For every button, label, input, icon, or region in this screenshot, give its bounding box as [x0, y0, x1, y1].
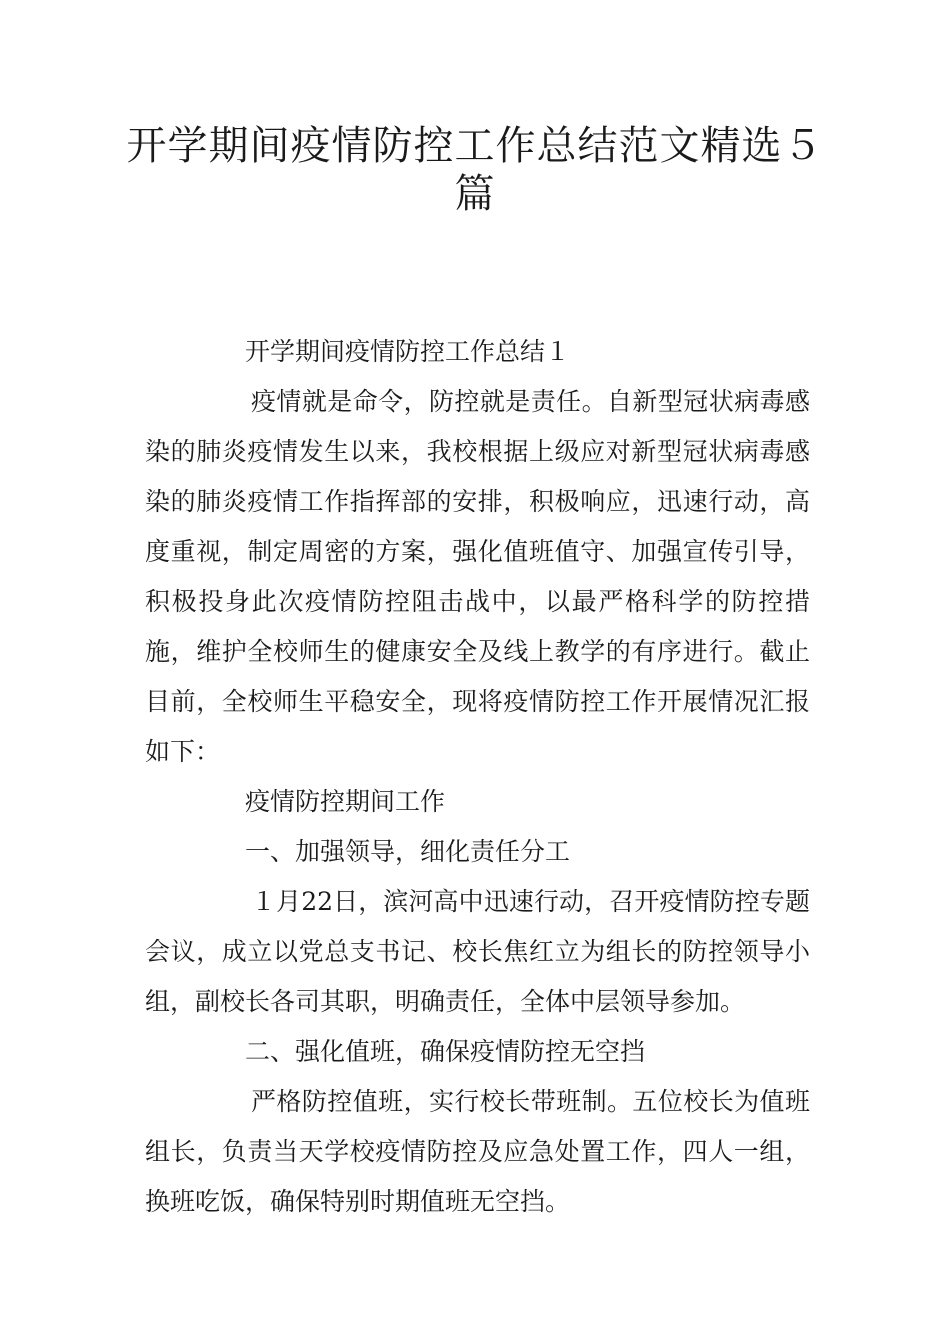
document-title: 开学期间疫情防控工作总结范文精选５篇 — [126, 123, 824, 217]
item-heading: 二、强化值班，确保疫情防控无空挡 — [245, 1037, 646, 1066]
document-body — [145, 327, 810, 1227]
subheading: 疫情防控期间工作 — [245, 787, 446, 816]
item-paragraph: 严格防控值班，实行校长带班制。五位校长为值班组长，负责当天学校疫情防控及应急处置工作，四人一组，换班吃饭，确保特别时期值班无空挡。 — [145, 1087, 810, 1216]
item-paragraph: １月22日，滨河高中迅速行动，召开疫情防控专题会议，成立以党总支书记、校长焦红立为组长的防控领导小组，副校长各司其职，明确责任，全体中层领导参加。 — [145, 887, 810, 1016]
item-heading: 一、加强领导，细化责任分工 — [245, 837, 571, 866]
intro-paragraph: 疫情就是命令，防控就是责任。自新型冠状病毒感染的肺炎疫情发生以来，我校根据上级应对新型冠状病毒感染的肺炎疫情工作指挥部的安排，积极响应，迅速行动，高度重视，制定周密的方案，强化值班值守、加强宣传引导，积极投身此次疫情防控阻击战中，以最严格科学的防控措施，维护全校师生的健康安全及线上教学的有序进行。截止目前，全校师生平稳安全，现将疫情防控工作开展情况汇报如下： — [145, 387, 810, 766]
section-title: 开学期间疫情防控工作总结１ — [245, 337, 571, 366]
